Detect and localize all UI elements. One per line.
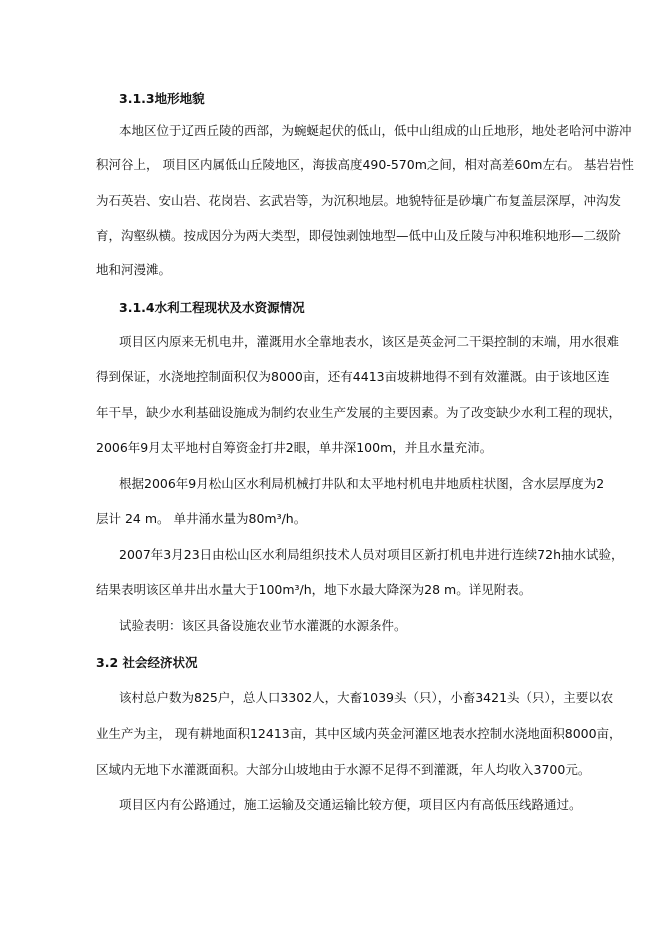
paragraph-line: 积河谷上， 项目区内属低山丘陵地区，海拔高度490-570m之间，相对高差60m左右。 基岩岩性 xyxy=(96,157,634,172)
paragraph-line: 得到保证，水浇地控制面积仅为8000亩，还有4413亩坡耕地得不到有效灌溉。由于该地区连 xyxy=(96,369,610,384)
paragraph-line: 育，沟壑纵横。按成因分为两大类型，即侵蚀剥蚀地型—低中山及丘陵与冲积堆积地形—二级阶 xyxy=(96,228,622,243)
paragraph-line: 业生产为主， 现有耕地面积12413亩，其中区域内英金河灌区地表水控制水浇地面积8000亩， xyxy=(96,726,622,741)
paragraph-line: 本地区位于辽西丘陵的西部，为蜿蜒起伏的低山，低中山组成的山丘地形，地处老哈河中游冲 xyxy=(119,123,632,138)
paragraph-line: 2006年9月太平地村自筹资金打井2眼，单井深100m，并且水量充沛。 xyxy=(96,440,493,455)
paragraph-line: 地和河漫滩。 xyxy=(96,262,172,277)
heading-terrain: 3.1.3地形地貌 xyxy=(119,91,205,106)
paragraph-line: 结果表明该区单井出水量大于100m³/h，地下水最大降深为28 m。详见附表。 xyxy=(96,582,532,597)
paragraph-line: 试验表明：该区具备设施农业节水灌溉的水源条件。 xyxy=(119,618,407,633)
paragraph-line: 项目区内有公路通过，施工运输及交通运输比较方便，项目区内有高低压线路通过。 xyxy=(119,797,582,812)
paragraph-line: 区域内无地下水灌溉面积。大部分山坡地由于水源不足得不到灌溉，年人均收入3700元。 xyxy=(96,762,591,777)
paragraph-line: 项目区内原来无机电井，灌溉用水全靠地表水，该区是英金河二干渠控制的末端，用水很难 xyxy=(119,334,620,349)
paragraph-line: 2007年3月23日由松山区水利局组织技术人员对项目区新打机电井进行连续72h抽水试验， xyxy=(119,547,624,562)
paragraph-line: 年干旱，缺少水利基础设施成为制约农业生产发展的主要因素。为了改变缺少水利工程的现状， xyxy=(96,405,622,420)
heading-water: 3.1.4水利工程现状及水资源情况 xyxy=(119,300,305,315)
paragraph-line: 为石英岩、安山岩、花岗岩、玄武岩等，为沉积地层。地貌特征是砂壤广布复盖层深厚，冲沟发 xyxy=(96,193,622,208)
paragraph-line: 根据2006年9月松山区水利局机械打井队和太平地村机电井地质柱状图，含水层厚度为2 xyxy=(119,476,605,491)
paragraph-line: 该村总户数为825户，总人口3302人，大畜1039头（只），小畜3421头（只），主要以农 xyxy=(119,690,614,705)
heading-social: 3.2 社会经济状况 xyxy=(96,655,198,670)
paragraph-line: 层计 24 m。 单井涌水量为80m³/h。 xyxy=(96,511,307,526)
